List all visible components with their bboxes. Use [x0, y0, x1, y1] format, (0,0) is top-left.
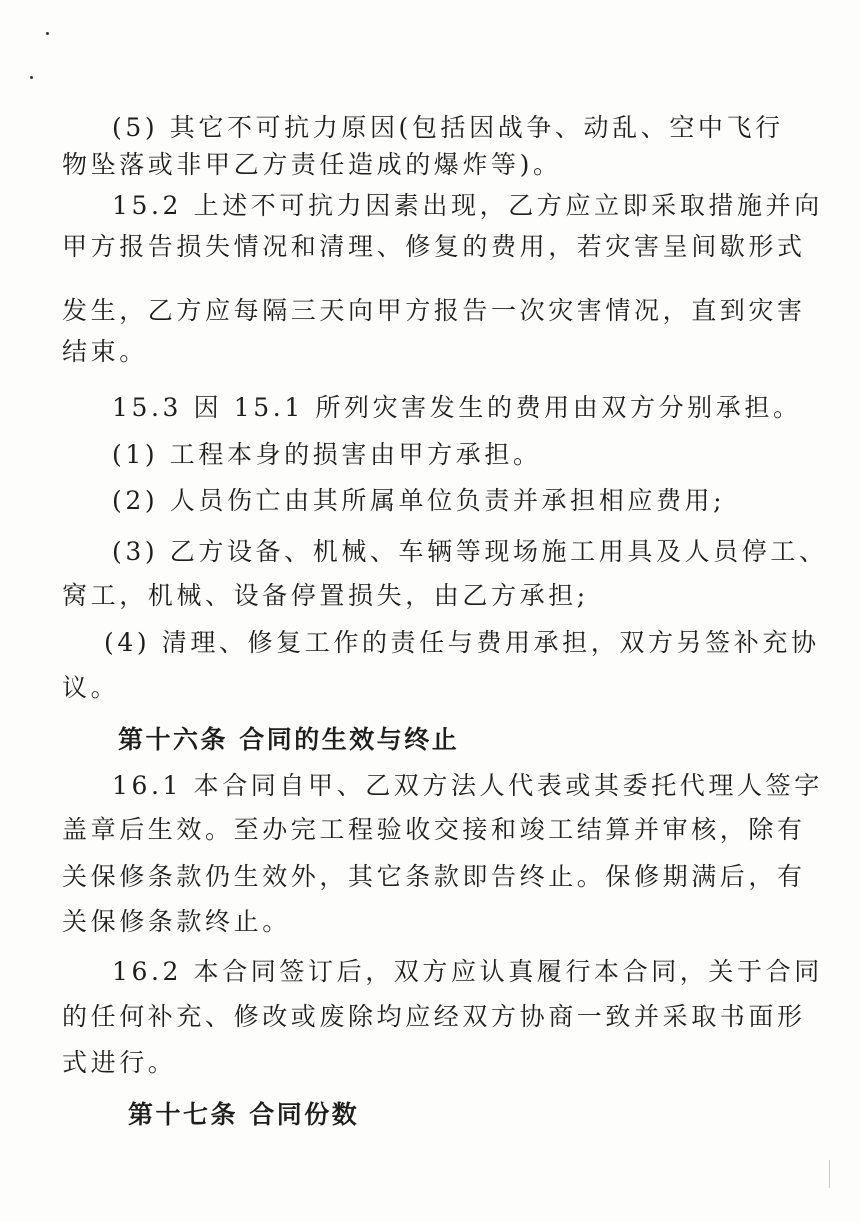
clause-15-3-item-1: (1) 工程本身的损害由甲方承担。 — [112, 440, 542, 469]
clause-15-3-item-3-line-1: (3) 乙方设备、机械、车辆等现场施工用具及人员停工、 — [112, 537, 828, 566]
clause-15-1-item-5-line-2: 物坠落或非甲乙方责任造成的爆炸等)。 — [62, 150, 562, 179]
clause-16-2-line-3: 式进行。 — [62, 1048, 177, 1077]
clause-15-3-item-2: (2) 人员伤亡由其所属单位负责并承担相应费用; — [112, 486, 726, 515]
article-17-heading: 第十七条 合同份数 — [128, 1100, 360, 1129]
article-16-heading: 第十六条 合同的生效与终止 — [118, 725, 460, 754]
clause-16-2-line-2: 的任何补充、修改或废除均应经双方协商一致并采取书面形 — [62, 1002, 806, 1031]
clause-15-1-item-5-line-1: (5) 其它不可抗力原因(包括因战争、动乱、空中飞行 — [112, 113, 784, 142]
clause-16-2-line-1: 16.2 本合同签订后，双方应认真履行本合同，关于合同 — [112, 957, 823, 986]
clause-15-3-item-4-line-1: (4) 清理、修复工作的责任与费用承担，双方另签补充协 — [104, 628, 820, 657]
clause-16-1-line-1: 16.1 本合同自甲、乙双方法人代表或其委托代理人签字 — [112, 771, 823, 800]
clause-15-3: 15.3 因 15.1 所列灾害发生的费用由双方分别承担。 — [112, 393, 802, 422]
clause-15-3-item-3-line-2: 窝工，机械、设备停置损失，由乙方承担; — [62, 581, 589, 610]
scan-speck — [46, 32, 49, 35]
clause-15-2-line-1: 15.2 上述不可抗力因素出现，乙方应立即采取措施并向 — [112, 191, 823, 220]
clause-16-1-line-2: 盖章后生效。至办完工程验收交接和竣工结算并审核，除有 — [62, 815, 806, 844]
scan-speck — [30, 76, 33, 79]
clause-15-2-line-3: 发生，乙方应每隔三天向甲方报告一次灾害情况，直到灾害 — [62, 296, 806, 325]
clause-15-3-item-4-line-2: 议。 — [62, 673, 120, 702]
scan-edge-mark — [829, 1160, 830, 1188]
clause-16-1-line-3: 关保修条款仍生效外，其它条款即告终止。保修期满后，有 — [62, 862, 806, 891]
clause-15-2-line-4: 结束。 — [62, 337, 148, 366]
clause-16-1-line-4: 关保修条款终止。 — [62, 907, 291, 936]
clause-15-2-line-2: 甲方报告损失情况和清理、修复的费用，若灾害呈间歇形式 — [62, 232, 806, 261]
